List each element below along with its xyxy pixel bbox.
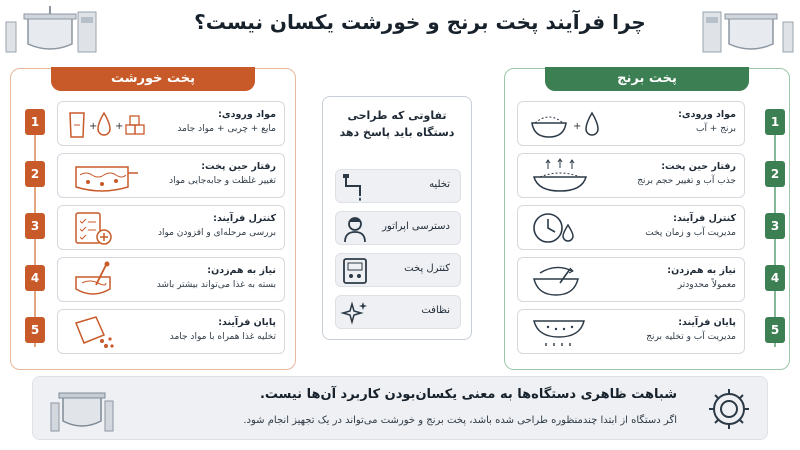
rice-step-desc: مدیریت آب و تخلیه برنج [646,332,736,342]
stew-step-title: مواد ورودی: [218,109,276,120]
stew-step-card [57,309,285,354]
cooking-kettle-icon [701,4,796,56]
pouring-bowl-icon [66,313,146,351]
factor-label: تخلیه [429,179,450,190]
operator-icon [340,214,370,244]
stew-step-number: 5 [25,317,45,343]
design-factors-title: تفاوتی که طراحی دستگاه باید پاسخ دهد [339,109,455,139]
rice-step-card [517,309,745,354]
stew-step-card [57,205,285,250]
stew-step-desc: تخلیه غذا همراه با مواد جامد [169,332,276,342]
factor-cleaning [335,295,461,329]
rice-step-card [517,101,745,146]
control-panel-icon [340,256,370,286]
rice-step-desc: جذب آب و تغییر حجم برنج [637,176,736,186]
stew-step-desc: تغییر غلظت و جابه‌جایی مواد [169,176,276,186]
stew-step-desc: مایع + چربی + مواد جامد [177,124,276,134]
sparkle-icon [340,298,370,328]
rice-step-title: نیاز به هم‌زدن: [667,265,736,276]
svg-text:+: + [573,121,582,132]
stew-inputs-icon [66,105,146,143]
factor-cooking-control [335,253,461,287]
factor-drain [335,169,461,203]
rice-step-card [517,153,745,198]
page-title: چرا فرآیند پخت برنج و خورشت یکسان نیست؟ [194,10,646,34]
rice-step-number: 3 [765,213,785,239]
rice-step-title: کنترل فرآیند: [673,213,736,224]
stew-step-title: رفتار حین پخت: [201,161,276,172]
bowl-spoon-icon [526,261,606,299]
stew-step-title: نیاز به هم‌زدن: [207,265,276,276]
design-factors-box [322,96,472,340]
simmering-pot-icon [66,157,146,195]
clock-drop-icon [526,209,606,247]
conclusion-box [32,376,768,440]
stew-step-title: کنترل فرآیند: [213,213,276,224]
stew-step-title: پایان فرآیند: [218,317,276,328]
drain-pipe-icon [340,172,370,202]
rice-step-desc: مدیریت آب و زمان پخت [645,228,736,238]
stirring-pot-icon [66,261,146,299]
factor-label: کنترل پخت [404,263,450,274]
checklist-plus-icon [66,209,146,247]
stew-panel [10,68,296,370]
stew-panel-header: پخت خورشت [51,67,255,91]
stew-step-number: 4 [25,265,45,291]
rice-step-desc: معمولاً محدودتر [677,280,736,290]
rice-panel [504,68,790,370]
factor-label: دسترسی اپراتور [382,221,450,232]
stew-step-number: 3 [25,213,45,239]
stew-step-card [57,101,285,146]
rice-step-number: 1 [765,109,785,135]
rice-step-title: مواد ورودی: [678,109,736,120]
stew-step-card [57,153,285,198]
rice-step-desc: برنج + آب [695,124,736,134]
svg-text:+: + [115,121,124,132]
colander-icon [526,313,606,351]
stew-step-number: 2 [25,161,45,187]
stew-step-card [57,257,285,302]
rice-step-number: 2 [765,161,785,187]
conclusion-detail: اگر دستگاه از ابتدا چندمنظوره طراحی شده باشد، پخت برنج و خورشت می‌تواند در یک تجهیز انجام شود. [243,415,677,426]
rice-panel-header: پخت برنج [545,67,749,91]
stew-step-number: 1 [25,109,45,135]
conclusion-headline: شباهت ظاهری دستگاه‌ها به معنی یکسان‌بودن کاربرد آن‌ها نیست. [259,387,677,402]
factor-label: نظافت [421,305,450,316]
rice-step-title: رفتار حین پخت: [661,161,736,172]
rice-bowl-icon [526,105,606,143]
rice-step-title: پایان فرآیند: [678,317,736,328]
cooking-kettle-icon [4,4,99,56]
stew-step-desc: بسته به غذا می‌تواند بیشتر باشد [156,280,276,290]
svg-text:+: + [89,121,98,132]
stew-step-desc: بررسی مرحله‌ای و افزودن مواد [157,228,276,238]
cooking-machine-icon [47,383,117,435]
rice-step-card [517,257,745,302]
rice-step-number: 4 [765,265,785,291]
factor-operator-access [335,211,461,245]
rice-step-card [517,205,745,250]
gear-icon [705,385,753,433]
steaming-bowl-icon [526,157,606,195]
rice-step-number: 5 [765,317,785,343]
